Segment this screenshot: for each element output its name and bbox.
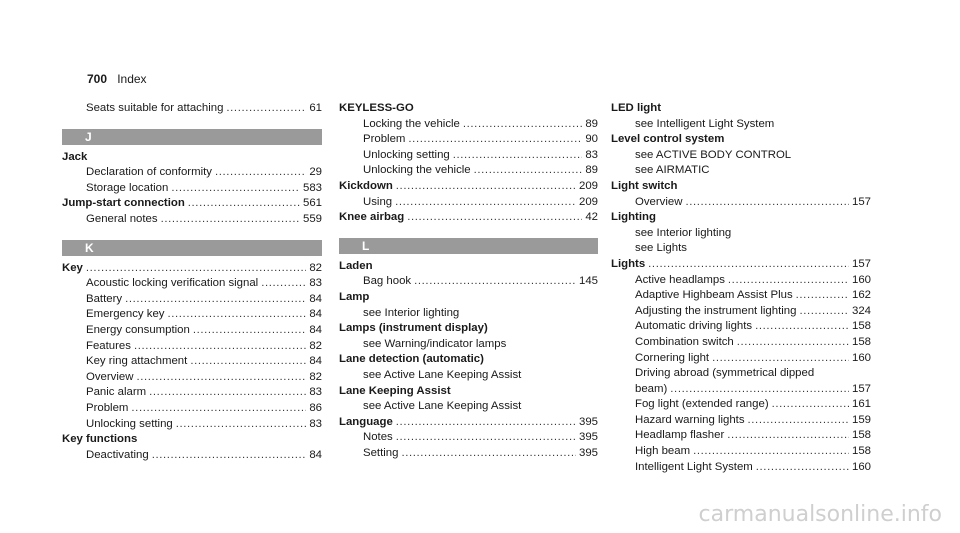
index-entry-continued[interactable]: Driving abroad (symmetrical dipped <box>635 367 815 380</box>
see-reference[interactable]: see Lights <box>635 242 687 255</box>
index-entry[interactable]: Automatic driving lights ..... 158 <box>611 319 871 335</box>
index-entry[interactable]: High beam ..... 158 <box>611 444 871 460</box>
index-entry[interactable]: Using ..... 209 <box>339 195 598 211</box>
index-entry[interactable]: Overview ..... 82 <box>62 370 322 386</box>
index-heading[interactable]: Lane detection (automatic) <box>339 353 484 366</box>
index-heading[interactable]: Lamp <box>339 290 370 303</box>
see-reference[interactable]: see Warning/indicator lamps <box>363 337 507 350</box>
index-entry[interactable]: Notes ..... 395 <box>339 430 598 446</box>
index-heading[interactable]: Laden <box>339 259 373 272</box>
page-number: 700 <box>87 72 108 86</box>
letter-heading-l: L <box>339 238 598 254</box>
index-entry[interactable]: Deactivating ..... 84 <box>62 448 322 464</box>
index-heading[interactable]: Key functions <box>62 433 138 446</box>
index-entry[interactable]: Intelligent Light System ..... 160 <box>611 460 871 476</box>
index-entry[interactable]: Unlocking setting ..... 83 <box>339 148 598 164</box>
index-entry[interactable]: Combination switch ..... 158 <box>611 335 871 351</box>
index-entry[interactable]: General notes ..... 559 <box>62 212 322 228</box>
index-heading[interactable]: Lights ..... 157 <box>611 257 871 273</box>
index-heading[interactable]: KEYLESS-GO <box>339 102 414 114</box>
index-heading[interactable]: Kickdown ..... 209 <box>339 179 598 195</box>
index-entry[interactable]: Problem ..... 90 <box>339 132 598 148</box>
index-entry[interactable]: Seats suitable for attaching ..... 61 <box>62 101 322 117</box>
index-entry[interactable]: beam) ..... 157 <box>611 382 871 398</box>
index-entry[interactable]: Hazard warning lights ..... 159 <box>611 413 871 429</box>
index-entry[interactable]: Unlocking the vehicle ..... 89 <box>339 163 598 179</box>
index-entry[interactable]: Acoustic locking verification signal ..... 83 <box>62 276 322 292</box>
see-reference[interactable]: see Interior lighting <box>363 306 460 319</box>
index-entry[interactable]: Battery ..... 84 <box>62 292 322 308</box>
index-entry[interactable]: Emergency key ..... 84 <box>62 307 322 323</box>
index-heading[interactable]: LED light <box>611 102 661 114</box>
index-entry[interactable]: Key ring attachment ..... 84 <box>62 354 322 370</box>
index-heading[interactable]: Jump-start connection ..... 561 <box>62 196 322 212</box>
index-entry[interactable]: Panic alarm ..... 83 <box>62 385 322 401</box>
watermark: carmanualsonline.info <box>698 502 942 527</box>
see-reference[interactable]: see Interior lighting <box>635 226 732 239</box>
index-entry[interactable]: Overview ..... 157 <box>611 195 871 211</box>
see-reference[interactable]: see Active Lane Keeping Assist <box>363 400 522 413</box>
index-entry[interactable]: Unlocking setting ..... 83 <box>62 417 322 433</box>
index-heading[interactable]: Jack <box>62 150 88 163</box>
index-entry[interactable]: Energy consumption ..... 84 <box>62 323 322 339</box>
see-reference[interactable]: see AIRMATIC <box>635 164 710 177</box>
index-entry[interactable]: Adaptive Highbeam Assist Plus ..... 162 <box>611 288 871 304</box>
index-entry[interactable]: Bag hook ..... 145 <box>339 274 598 290</box>
index-entry[interactable]: Locking the vehicle ..... 89 <box>339 117 598 133</box>
index-column-3 <box>611 101 871 475</box>
index-entry[interactable]: Storage location ..... 583 <box>62 181 322 197</box>
section-title: Index <box>117 72 147 86</box>
index-entry[interactable]: Problem ..... 86 <box>62 401 322 417</box>
index-entry[interactable]: Declaration of conformity ..... 29 <box>62 165 322 181</box>
index-heading[interactable]: Language ..... 395 <box>339 415 598 431</box>
index-entry[interactable]: Setting ..... 395 <box>339 446 598 462</box>
see-reference[interactable]: see Active Lane Keeping Assist <box>363 368 522 381</box>
index-heading[interactable]: Lane Keeping Assist <box>339 384 451 397</box>
letter-heading-j: J <box>62 129 322 145</box>
index-entry[interactable]: Active headlamps ..... 160 <box>611 273 871 289</box>
index-entry[interactable]: Headlamp flasher ..... 158 <box>611 428 871 444</box>
page-header <box>87 71 147 87</box>
letter-heading-k: K <box>62 240 322 256</box>
index-heading[interactable]: Light switch <box>611 179 678 192</box>
see-reference[interactable]: see Intelligent Light System <box>635 117 775 130</box>
index-entry[interactable]: Fog light (extended range) ..... 161 <box>611 397 871 413</box>
index-column-2 <box>339 101 598 461</box>
index-heading[interactable]: Level control system <box>611 133 725 146</box>
index-heading[interactable]: Knee airbag ..... 42 <box>339 210 598 226</box>
index-heading[interactable]: Lighting <box>611 211 656 224</box>
index-column-1 <box>62 101 322 463</box>
index-entry[interactable]: Cornering light ..... 160 <box>611 351 871 367</box>
index-entry[interactable]: Adjusting the instrument lighting ..... 324 <box>611 304 871 320</box>
index-heading[interactable]: Lamps (instrument display) <box>339 322 488 335</box>
index-entry[interactable]: Features ..... 82 <box>62 339 322 355</box>
see-reference[interactable]: see ACTIVE BODY CONTROL <box>635 148 792 161</box>
index-heading[interactable]: Key ..... 82 <box>62 261 322 277</box>
